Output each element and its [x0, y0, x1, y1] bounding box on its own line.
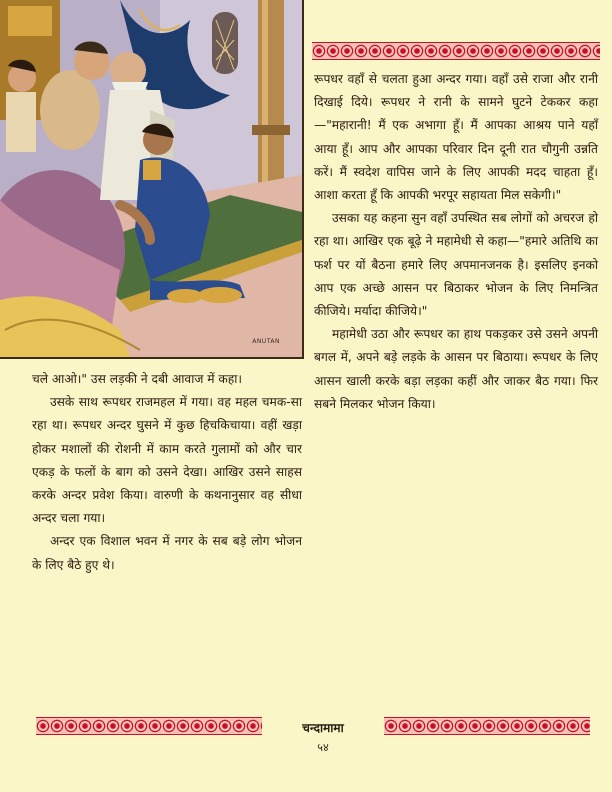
artist-signature: ANUTAN: [252, 338, 280, 345]
page-number: ५४: [317, 741, 329, 754]
paragraph: उसका यह कहना सुन वहाँ उपस्थित सब लोगों को अचरज हो रहा था। आखिर एक बूढ़े ने महामेधी से कहा—"हमारे अतिथि का फर्श पर यों बैठना हमारे लिए अपमानजनक है। इसलिए इनको आप एक अच्छे आसन पर बिठाकर भोजन के लिए निमन्त्रित कीजिये। मर्यादा कीजिये।": [314, 211, 598, 319]
top-ornament-border: [312, 42, 600, 60]
story-illustration: [0, 0, 304, 359]
bottom-right-ornament-border: [384, 717, 590, 735]
paragraph: महामेधी उठा और रूपधर का हाथ पकड़कर उसे उसने अपनी बगल में, अपने बड़े लड़के के आसन पर बिठाया। रूपधर के लिए आसन खाली करके बड़ा लड़का कहीं और जाकर बैठ गया। फिर सबने मिलकर भोजन किया।: [314, 327, 598, 411]
magazine-title: चन्दामामा: [302, 721, 344, 735]
paragraph: चले आओ।" उस लड़की ने दबी आवाज में कहा।: [32, 372, 243, 386]
right-text-column: [314, 68, 598, 416]
paragraph: उसके साथ रूपधर राजमहल में गया। वह महल चमक-सा रहा था। रूपधर अन्दर घुसने में कुछ हिचकिचाया। वहीं खड़ा होकर मशालों की रोशनी में काम करते गुलामों को और चार एकड़ के फलों के बाग को उसने देखा। आखिर उसने साहस करके अन्दर प्रवेश किया। वारुणी के कथनानुसार वह सीधा अन्दर चला गया।: [32, 395, 302, 526]
bottom-left-ornament-border: [36, 717, 262, 735]
paragraph: रूपधर वहाँ से चलता हुआ अन्दर गया। वहाँ उसे राजा और रानी दिखाई दिये। रूपधर ने रानी के सामने घुटने टेककर कहा—"महारानी! मैं एक अभागा हूँ। मैं आपका आश्रय पाने यहाँ आया हूँ। आप और आपका परिवार दिन दूनी रात चौगुनी उन्नति करें। मैं स्वदेश वापिस जाने के लिए आपकी मदद चाहता हूँ। आशा करता हूँ कि आपकी भरपूर सहायता मिल सकेगी।": [314, 72, 598, 203]
illustration-art: [0, 0, 302, 357]
paragraph: अन्दर एक विशाल भवन में नगर के सब बड़े लोग भोजन के लिए बैठे हुए थे।: [32, 534, 302, 572]
left-text-column: [32, 368, 302, 577]
